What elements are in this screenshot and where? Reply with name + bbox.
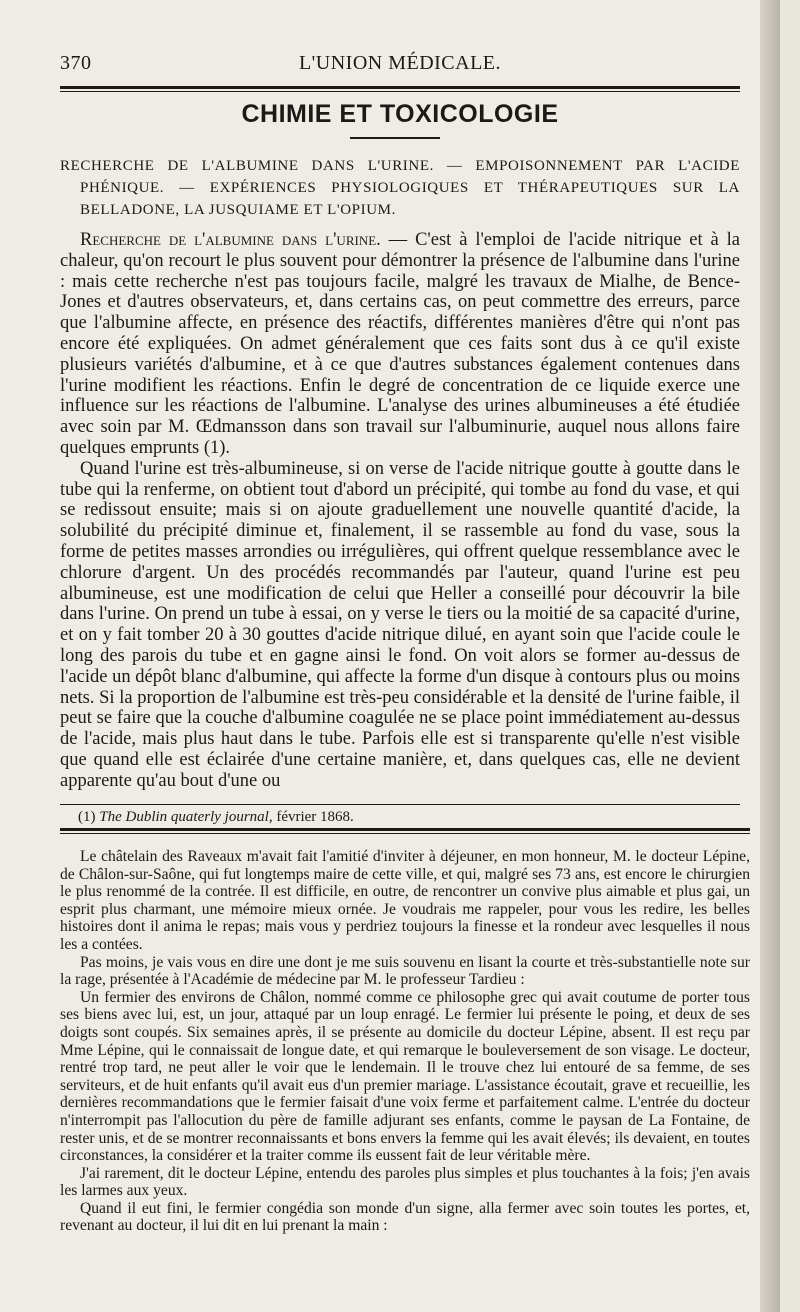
feuilleton-rule-thin [60,833,750,834]
footnote [78,807,738,827]
header-rule-thin [60,91,740,92]
title-rule [350,137,440,139]
page-edge-shadow [760,0,780,1312]
journal-title: L'UNION MÉDICALE. [298,52,502,74]
article-paragraph-text: — C'est à l'emploi de l'acide nitrique et à la chaleur, qu'on recourt le plus souvent pour démontrer la présence de l'albumine dans l'urine : mais cette recherche n'est pas toujours facile, malgré les travaux de Mialhe, de Bence-Jones et d'autres observateurs, et, dans certains cas, on peut commettre des erreurs, parce que l'albumine affecte, en présence des réactifs, différentes manières d'être qui n'ont pas encore été expliquées. On admet généralement que ces faits sont dus à ce qu'il existe plusieurs variétés d'albumine, et à ce que d'autres substances également contenues dans l'urine modifient les réactions. Enfin le degré de concentration de ce liquide exerce une influence sur les réactions de l'albumine. L'analyse des urines albumineuses a été étudiée avec soin par M. Œdmansson dans son travail sur l'albuminurie, auquel nous allons faire quelques emprunts (1). [60,230,741,458]
article-paragraph [60,230,740,459]
section-title: CHIMIE ET TOXICOLOGIE [241,100,559,128]
feuilleton-paragraph: Le châtelain des Raveaux m'avait fait l'amitié d'inviter à déjeuner, en mon honneur, M. le docteur Lépine, de Châlon-sur-Saône, qui fut longtemps maire de cette ville, et qui, malgré ses 73 ans, est encore le chirurgien le plus renommé de la contrée. Il est difficile, en outre, de rencontrer un convive plus aimable et plus gai, un esprit plus charmant, une mémoire mieux ornée. Je voudrais me rappeler, pour vous les redire, les belles histoires dont il anima le repas; mais vous y perdriez toujours la finesse et la rondeur avec lesquelles il nous les a contées. [60,848,750,953]
feuilleton-body [60,848,750,1235]
section-summary: RECHERCHE DE L'ALBUMINE DANS L'URINE. — EMPOISONNEMENT PAR L'ACIDE PHÉNIQUE. — EXPÉRIENCES PHYSIOLOGIQUES ET THÉRAPEUTIQUES SUR LA BELLADONE, LA JUSQUIAME ET L'OPIUM. [60,158,740,218]
feuilleton-paragraph: Un fermier des environs de Châlon, nommé comme ce philosophe grec qui avait coutume de porter tous ses biens avec lui, est, un jour, attaqué par un loup enragé. Le fermier lui présente le poing, et deux de ses doigts sont coupés. Six semaines après, il se présente au domicile du docteur Lépine, absent. Il est reçu par Mme Lépine, qui le connaissait de longue date, et qui remarque le bouleversement de son visage. Le docteur, rentré trop tard, ne peut aller le voir que le lendemain. Il le trouve chez lui entouré de sa femme, de ses serviteurs, et de huit enfants qu'il avait eus d'un premier mariage. L'assistance écoutait, grave et recueillie, les dernières recommandations que le fermier faisait d'une voix ferme et parfaitement calme. L'entrée du docteur n'interrompit pas l'allocution du père de famille adjurant ses enfants, comme le paysan de La Fontaine, de rester unis, et de se montrer reconnaissants et bons envers la femme qui les avait élevés; ils devaient, en toutes circonstances, la considérer et la traiter comme ils eussent fait de leur véritable mère. [60,988,750,1165]
footnote-journal: The Dublin quaterly journal, [99,809,273,825]
feuilleton-paragraph: J'ai rarement, dit le docteur Lépine, entendu des paroles plus simples et plus touchantes à la fois; j'en avais les larmes aux yeux. [60,1164,750,1200]
article-paragraph: Quand l'urine est très-albumineuse, si on verse de l'acide nitrique goutte à goutte dans le tube qui la renferme, on obtient tout d'abord un précipité, qui tombe au fond du vase, et qui se redissout ensuite; mais si on ajoute graduellement une nouvelle quantité d'acide, la solubilité du précipité diminue et, finalement, il se rassemble au fond du vase, sous la forme de petites masses arrondies ou irrégulières, qui offrent quelque ressemblance avec le chlorure d'argent. Un des procédés recommandés par l'auteur, quand l'urine est peu albumineuse, est une modification de celui que Heller a conseillé pour découvrir la bile dans l'urine. On prend un tube à essai, on y verse le tiers ou la moitié de sa capacité d'urine, et on y fait tomber 20 à 30 gouttes d'acide nitrique dilué, en ayant soin que l'acide coule le long des parois du tube et en gagne ainsi le fond. On voit alors se former au-dessus de l'acide un dépôt blanc d'albumine, qui affecte la forme d'un disque à contours plus ou moins nets. Si la proportion de l'albumine est très-peu considérable et la densité de l'urine faible, il peut se faire que la couche d'albumine coagulée ne se place point immédiatement au-dessus de l'acide, mais plus haut dans le tube. Parfois elle est si transparente qu'elle n'est visible que quand elle est éclairée d'une certaine manière, et, dans quelques cas, elle ne devient apparente qu'au bout d'une ou [60,458,740,791]
page-number: 370 [60,52,92,74]
feuilleton-paragraph: Pas moins, je vais vous en dire une dont je me suis souvenu en lisant la courte et très-substantielle note sur la rage, présentée à l'Académie de médecine par M. le professeur Tardieu : [60,953,750,989]
article-lead: Recherche de l'albumine dans l'urine. [80,230,381,250]
header-rule-thick [60,86,740,89]
footnote-marker: (1) [78,809,96,825]
feuilleton-rule-thick [60,828,750,831]
feuilleton-paragraph: Quand il eut fini, le fermier congédia son monde d'un signe, alla fermer avec soin toutes les portes, et, revenant au docteur, il lui dit en lui prenant la main : [60,1199,750,1235]
footnote-rule [60,804,740,805]
running-head [60,52,740,82]
footnote-date: février 1868. [272,809,354,825]
article-body [60,230,740,792]
